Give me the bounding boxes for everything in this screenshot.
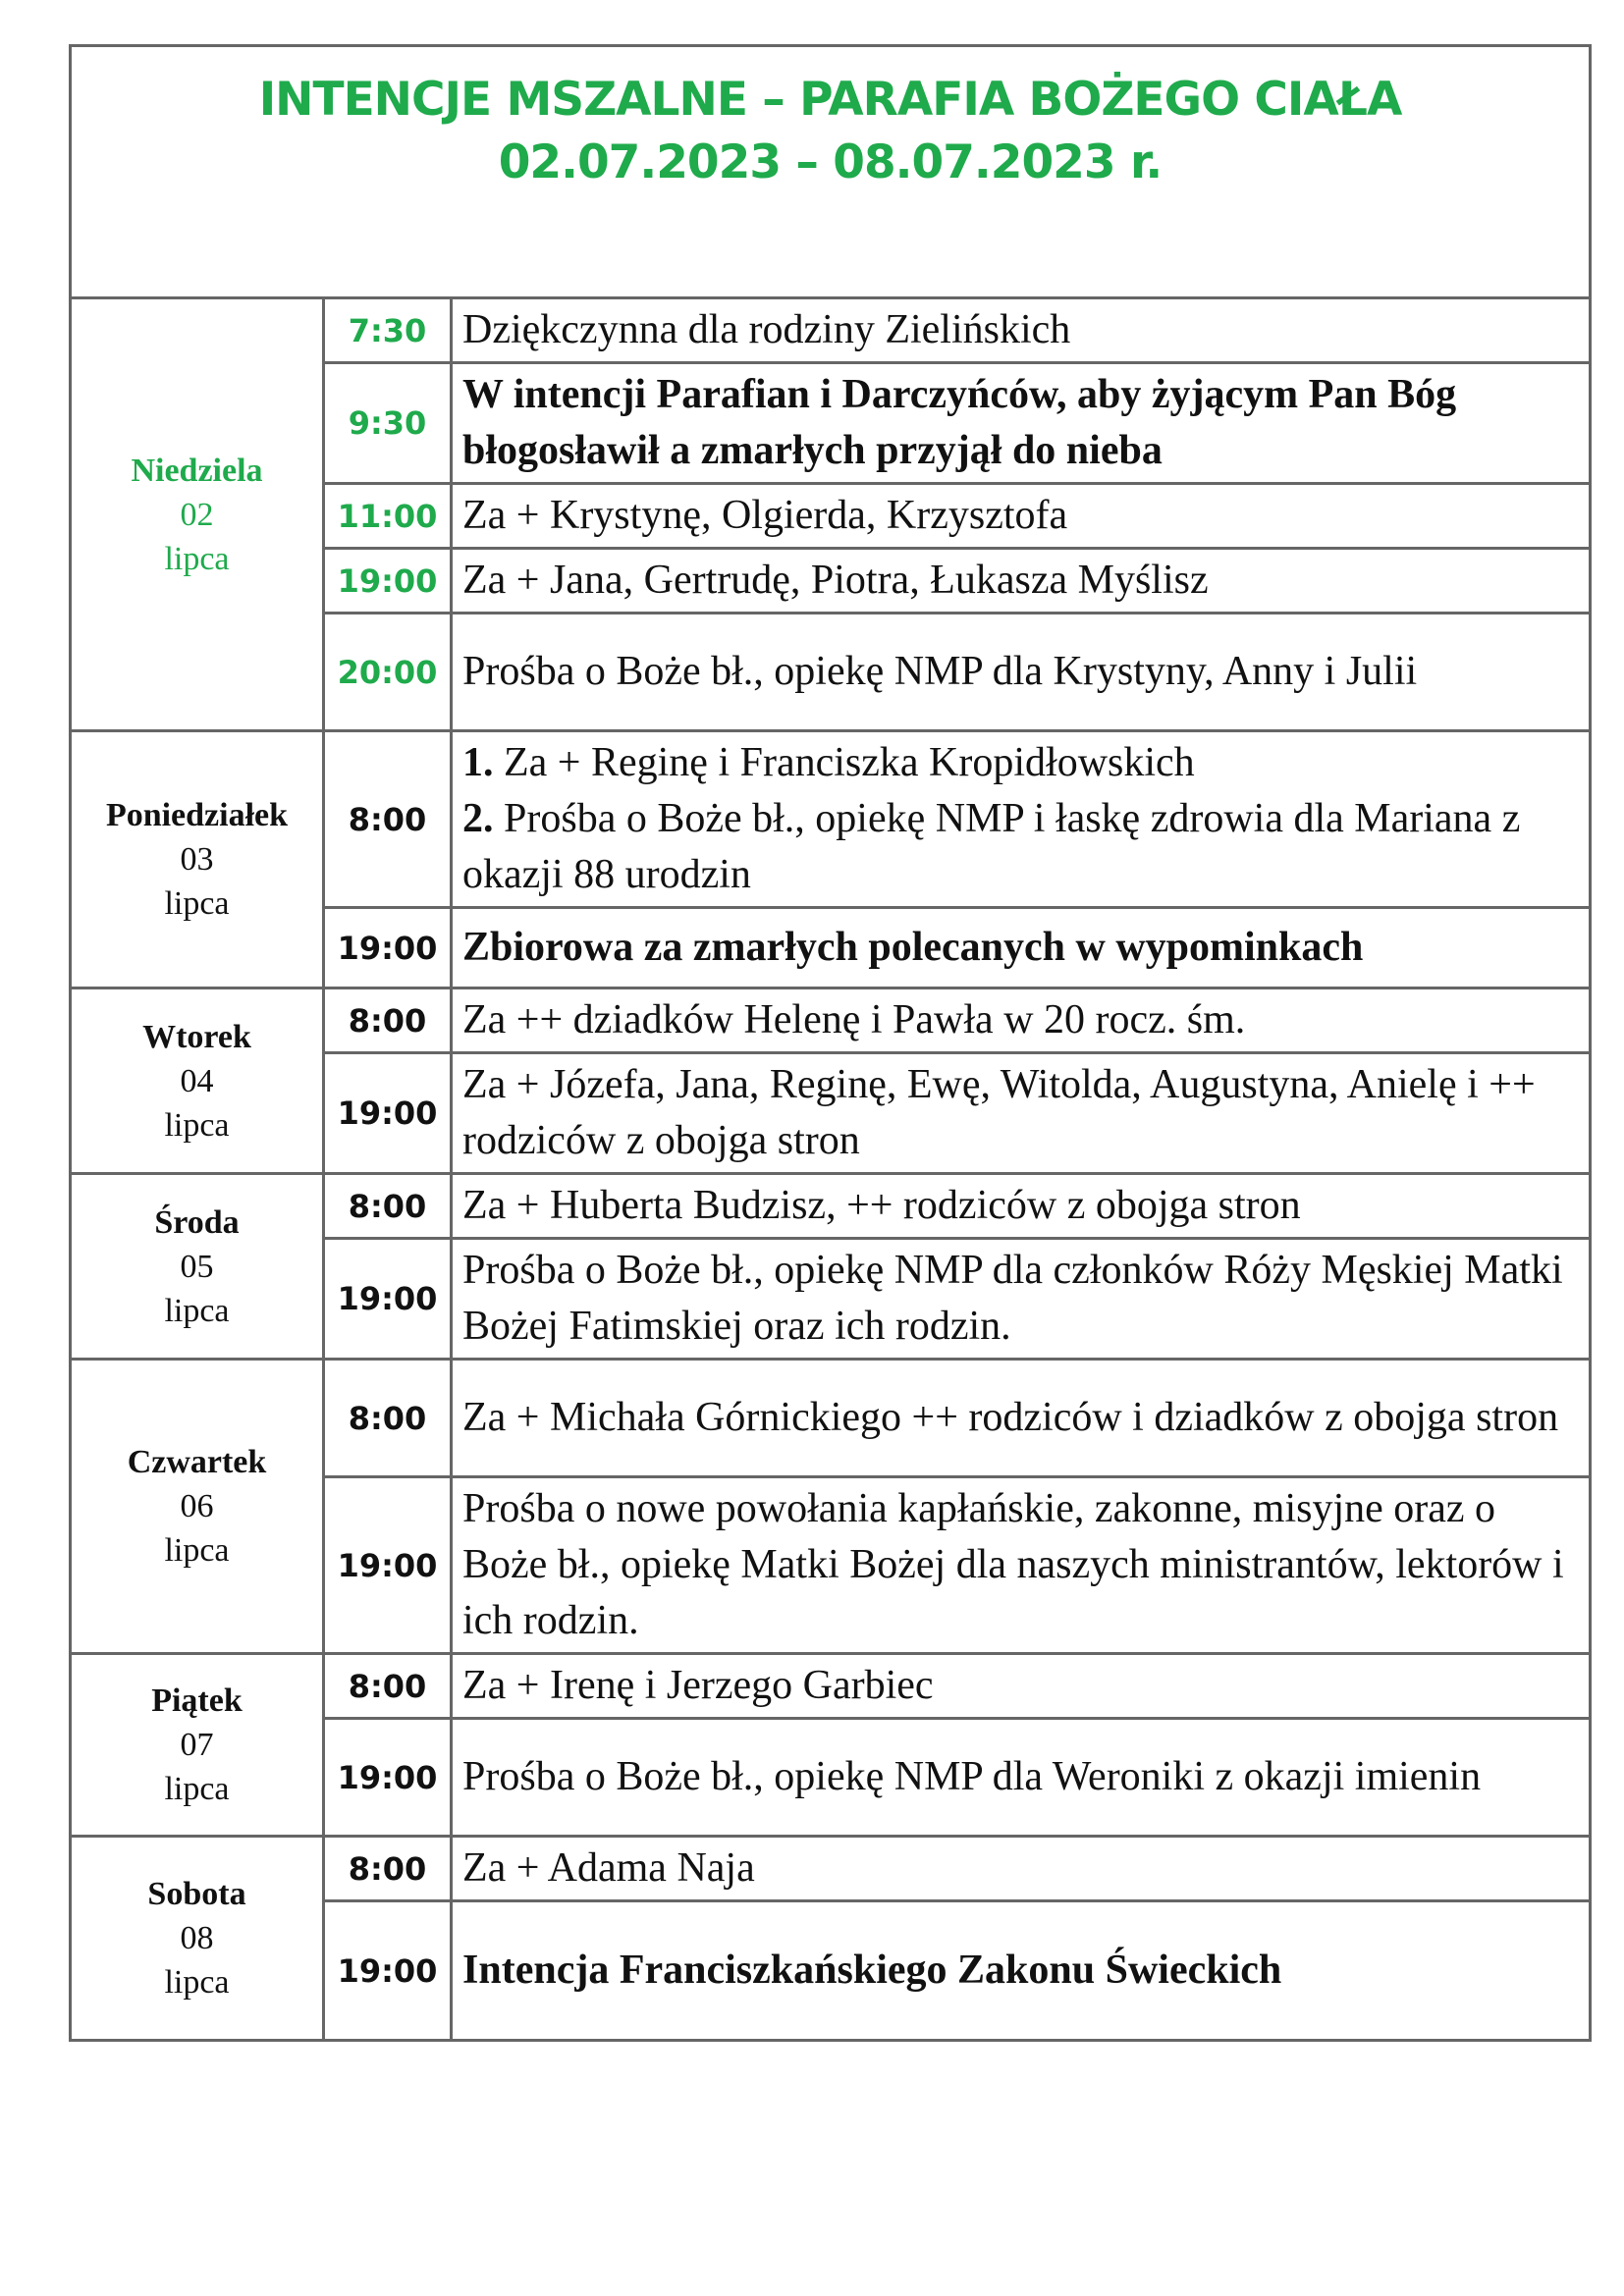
page-title: INTENCJE MSZALNE – PARAFIA BOŻEGO CIAŁA bbox=[258, 73, 1402, 127]
mass-time: 19:00 bbox=[324, 1719, 452, 1837]
day-cell-monday bbox=[71, 731, 324, 988]
day-name: Wtorek bbox=[142, 1018, 251, 1055]
mass-time: 19:00 bbox=[324, 1477, 452, 1654]
mass-intention: Za + Huberta Budzisz, ++ rodziców z obojga stron bbox=[452, 1174, 1591, 1239]
day-name: Niedziela bbox=[131, 452, 263, 489]
day-month: lipca bbox=[164, 885, 230, 922]
intention-item bbox=[462, 791, 1581, 903]
mass-intention bbox=[452, 731, 1591, 908]
day-month: lipca bbox=[164, 1292, 230, 1329]
mass-time: 8:00 bbox=[324, 1174, 452, 1239]
mass-intention: Za + Krystynę, Olgierda, Krzysztofa bbox=[452, 484, 1591, 549]
mass-intention: Za + Michała Górnickiego ++ rodziców i dziadków z obojga stron bbox=[452, 1360, 1591, 1477]
mass-intention: Za + Józefa, Jana, Reginę, Ewę, Witolda, Augustyna, Anielę i ++ rodziców z obojga stron bbox=[452, 1053, 1591, 1174]
intentions-table bbox=[69, 44, 1592, 2042]
mass-row bbox=[71, 1174, 1591, 1239]
mass-intention: Za + Adama Naja bbox=[452, 1837, 1591, 1901]
mass-time: 8:00 bbox=[324, 731, 452, 908]
mass-row bbox=[71, 1837, 1591, 1901]
day-month: lipca bbox=[164, 540, 230, 577]
mass-intention: Za + Irenę i Jerzego Garbiec bbox=[452, 1654, 1591, 1719]
item-text: Prośba o Boże bł., opiekę NMP i łaskę zdrowia dla Mariana z okazji 88 urodzin bbox=[462, 796, 1521, 897]
mass-intention: Za ++ dziadków Helenę i Pawła w 20 rocz. śm. bbox=[452, 988, 1591, 1053]
header-row bbox=[71, 46, 1591, 298]
mass-row bbox=[71, 1360, 1591, 1477]
day-month: lipca bbox=[164, 1532, 230, 1569]
day-number: 05 bbox=[180, 1248, 214, 1285]
mass-row bbox=[71, 1654, 1591, 1719]
mass-time: 8:00 bbox=[324, 1837, 452, 1901]
mass-intention: W intencji Parafian i Darczyńców, aby żyjącym Pan Bóg błogosławił a zmarłych przyjął do nieba bbox=[452, 363, 1591, 484]
mass-row bbox=[71, 988, 1591, 1053]
mass-intention: Za + Jana, Gertrudę, Piotra, Łukasza Myślisz bbox=[452, 549, 1591, 614]
day-name: Czwartek bbox=[127, 1444, 267, 1480]
day-cell-wednesday bbox=[71, 1174, 324, 1360]
day-cell-saturday bbox=[71, 1837, 324, 2041]
item-number: 2. bbox=[462, 796, 494, 841]
mass-intention: Prośba o Boże bł., opiekę NMP dla Weroniki z okazji imienin bbox=[452, 1719, 1591, 1837]
item-text: Za + Reginę i Franciszka Kropidłowskich bbox=[493, 740, 1195, 785]
mass-time: 9:30 bbox=[324, 363, 452, 484]
mass-time: 11:00 bbox=[324, 484, 452, 549]
mass-time: 7:30 bbox=[324, 298, 452, 363]
day-cell-tuesday bbox=[71, 988, 324, 1174]
mass-intention: Prośba o nowe powołania kapłańskie, zakonne, misyjne oraz o Boże bł., opiekę Matki Bożej dla naszych ministrantów, lektorów i ich rodzin. bbox=[452, 1477, 1591, 1654]
day-cell-sunday bbox=[71, 298, 324, 731]
mass-intention: Dziękczynna dla rodziny Zielińskich bbox=[452, 298, 1591, 363]
mass-intention: Zbiorowa za zmarłych polecanych w wypominkach bbox=[452, 908, 1591, 988]
day-month: lipca bbox=[164, 1771, 230, 1807]
day-month: lipca bbox=[164, 1106, 230, 1144]
day-name: Poniedziałek bbox=[105, 797, 289, 833]
mass-intention: Intencja Franciszkańskiego Zakonu Świeckich bbox=[452, 1901, 1591, 2041]
header bbox=[71, 46, 1591, 298]
day-number: 02 bbox=[180, 496, 214, 533]
day-number: 08 bbox=[180, 1920, 214, 1956]
mass-time: 19:00 bbox=[324, 908, 452, 988]
mass-time: 19:00 bbox=[324, 1053, 452, 1174]
day-number: 06 bbox=[180, 1488, 214, 1524]
mass-time: 20:00 bbox=[324, 614, 452, 731]
date-range: 02.07.2023 – 08.07.2023 r. bbox=[498, 135, 1163, 189]
day-name: Środa bbox=[154, 1203, 240, 1241]
mass-intention: Prośba o Boże bł., opiekę NMP dla Krystyny, Anny i Julii bbox=[452, 614, 1591, 731]
mass-time: 8:00 bbox=[324, 1360, 452, 1477]
mass-row bbox=[71, 298, 1591, 363]
day-number: 07 bbox=[180, 1727, 214, 1763]
day-month: lipca bbox=[164, 1964, 230, 2001]
intention-item bbox=[462, 735, 1581, 791]
day-name: Piątek bbox=[151, 1682, 243, 1719]
mass-time: 8:00 bbox=[324, 1654, 452, 1719]
day-cell-thursday bbox=[71, 1360, 324, 1654]
day-cell-friday bbox=[71, 1654, 324, 1837]
day-number: 04 bbox=[180, 1062, 214, 1099]
mass-intention: Prośba o Boże bł., opiekę NMP dla członków Róży Męskiej Matki Bożej Fatimskiej oraz ich rodzin. bbox=[452, 1239, 1591, 1360]
mass-time: 19:00 bbox=[324, 549, 452, 614]
item-number: 1. bbox=[462, 740, 494, 785]
day-number: 03 bbox=[180, 841, 214, 878]
mass-row bbox=[71, 731, 1591, 908]
mass-time: 19:00 bbox=[324, 1901, 452, 2041]
mass-time: 19:00 bbox=[324, 1239, 452, 1360]
day-name: Sobota bbox=[147, 1876, 246, 1912]
mass-time: 8:00 bbox=[324, 988, 452, 1053]
